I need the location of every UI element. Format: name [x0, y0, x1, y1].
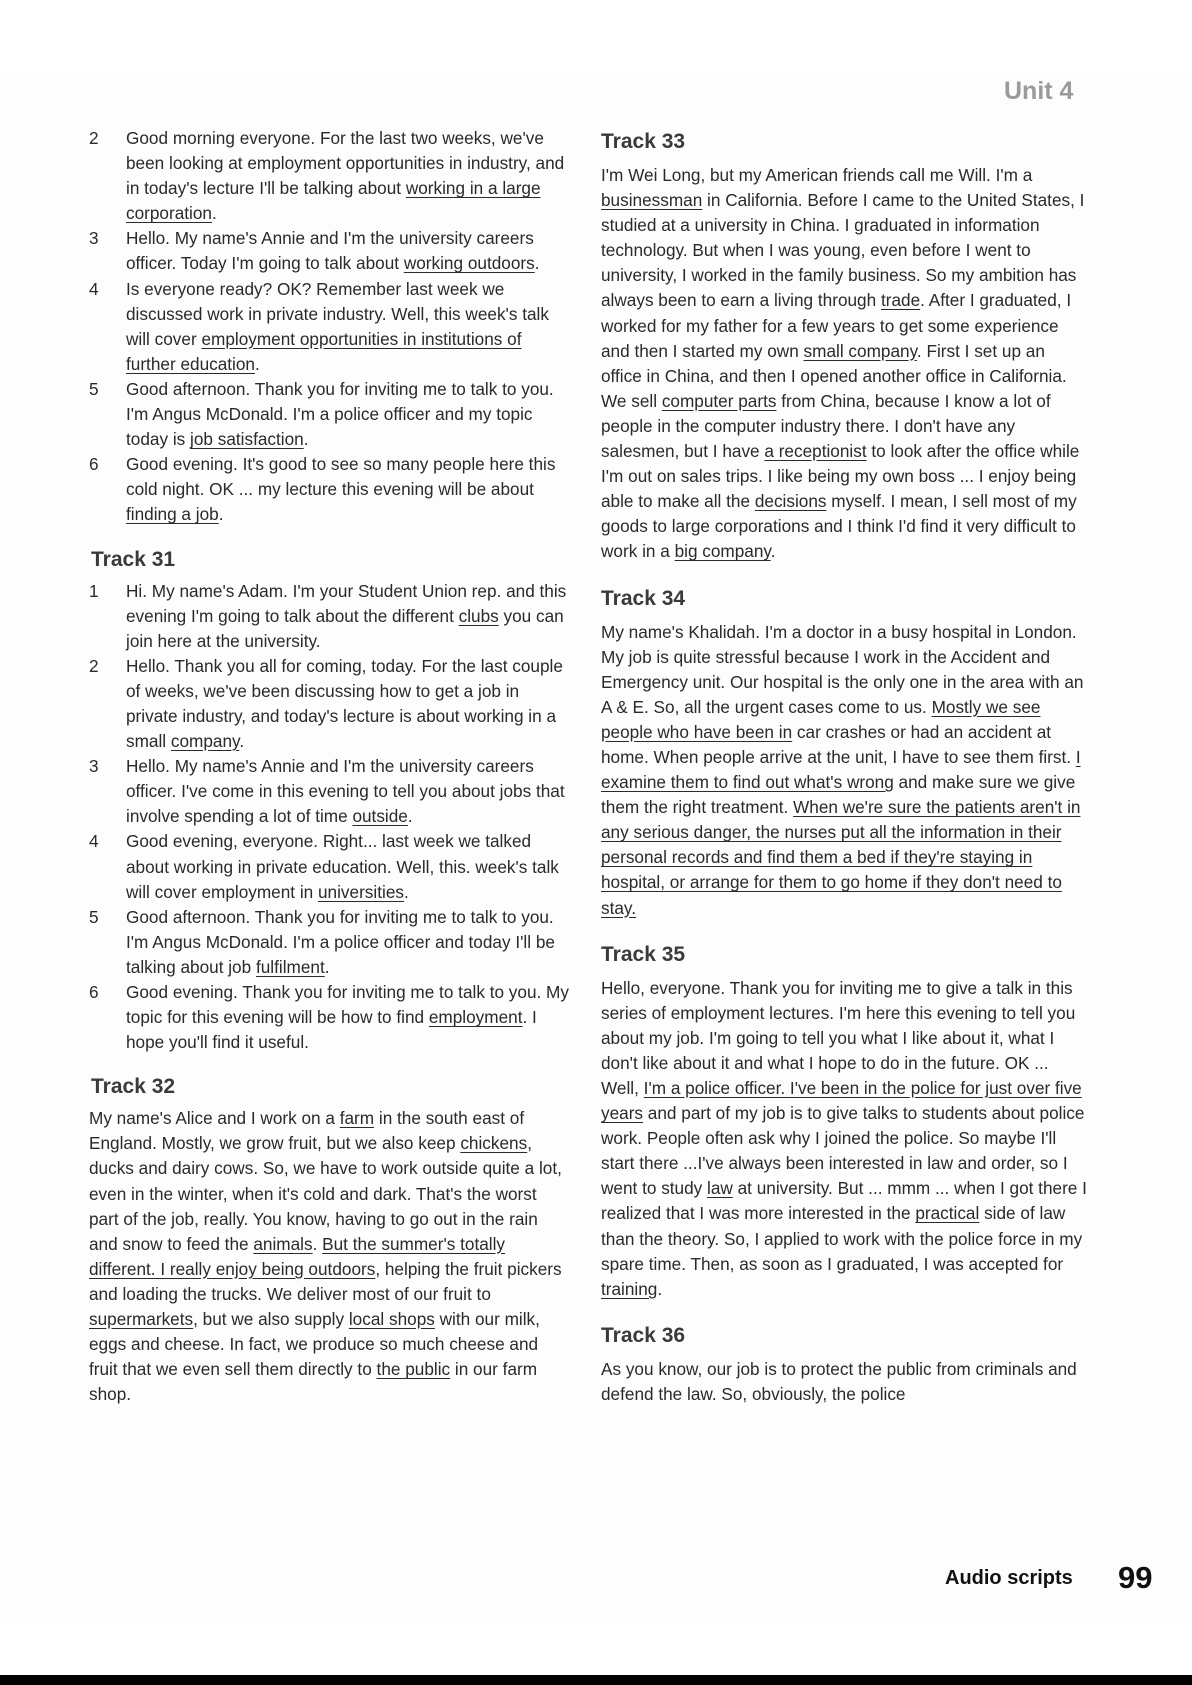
- track-34-section: [601, 585, 1089, 921]
- script-text: Good afternoon. Thank you for inviting me to talk to you. I'm Angus McDonald. I'm a police officer and today I'll be talking about job: [126, 906, 555, 977]
- script-text: Good afternoon. Thank you for inviting me to talk to you. I'm Angus McDonald. I'm a police officer and my topic today is: [126, 378, 554, 450]
- underlined-answer: But the summer's totally different. I really enjoy being outdoors: [89, 1233, 506, 1279]
- item-text: [126, 980, 571, 1055]
- script-text: Hi. My name's Adam. I'm your Student Union rep. and this evening I'm going to talk about the different: [126, 580, 567, 626]
- track-33-section: [601, 128, 1089, 565]
- script-text: . First I set up an office in China, and then I opened another office in California. We sell: [601, 340, 1067, 411]
- script-text: with our milk, eggs and cheese. In fact, we produce so much cheese and fruit that we even sell them directly to: [89, 1309, 540, 1380]
- track-31-list: [89, 579, 571, 1056]
- item-number: 5: [89, 378, 99, 399]
- underlined-answer: law: [707, 1178, 733, 1199]
- track-33-heading: Track 33: [601, 130, 686, 153]
- underlined-answer: chickens: [460, 1133, 528, 1154]
- script-text: . I hope you'll find it useful.: [126, 1007, 537, 1053]
- item-number: 1: [89, 580, 99, 601]
- underlined-answer: finding a job: [126, 504, 219, 525]
- script-text: myself. I mean, I sell most of my goods to large corporations and I think I'd find it very difficult to work in a: [601, 491, 1077, 562]
- item-number: 6: [89, 454, 99, 475]
- numbered-item: [89, 654, 571, 754]
- item-number: 4: [89, 278, 99, 299]
- track-35-section: [601, 941, 1089, 1302]
- track-35-script: [601, 976, 1089, 1302]
- script-text: .: [403, 881, 409, 902]
- underlined-answer: job satisfaction: [190, 429, 304, 450]
- script-text: to look after the office while I'm out on sales trips. I like being my own boss ... I enjoy being able to make all the: [601, 441, 1080, 512]
- item-number: 6: [89, 982, 99, 1002]
- item-text: [126, 579, 571, 654]
- underlined-answer: a receptionist: [764, 441, 867, 462]
- underlined-answer: supermarkets: [89, 1309, 194, 1330]
- item-text: [126, 654, 571, 754]
- item-text: [126, 829, 571, 904]
- script-text: Hello. Thank you all for coming, today. For the last couple of weeks, we've been discussing how to get a job in private industry, and today's lecture is about working in a small: [126, 655, 563, 752]
- underlined-answer: decisions: [754, 491, 827, 512]
- numbered-item: [89, 579, 571, 654]
- underlined-answer: small company: [803, 340, 917, 361]
- script-text: Good evening, everyone. Right... last week we talked about working in private education. Well, this. week's talk will cover employment in: [126, 831, 559, 902]
- track-32-script: [89, 1106, 571, 1407]
- script-text: .: [303, 429, 309, 450]
- script-text: and make sure we give them the right treatment.: [601, 772, 1076, 818]
- script-text: at university. But ... mmm ... when I got there I realized that I was more interested in the: [601, 1178, 1087, 1224]
- underlined-answer: the public: [376, 1359, 451, 1380]
- track-36-script: [601, 1357, 1089, 1407]
- script-text: Good evening. Thank you for inviting me to talk to you. My topic for this evening will be how to find: [126, 982, 569, 1028]
- underlined-answer: big company: [674, 541, 771, 562]
- script-text: Hello. My name's Annie and I'm the university careers officer. I've come in this evening to tell you about jobs that involve spending a lot of time: [126, 756, 565, 827]
- item-text: [126, 377, 571, 452]
- page-number: 99: [1118, 1560, 1153, 1595]
- underlined-answer: I examine them to find out what's wrong: [601, 746, 1081, 793]
- underlined-answer: working in a large corporation: [126, 178, 541, 224]
- script-text: car crashes or had an accident at home. When people arrive at the unit, I have to see them first.: [601, 721, 1076, 767]
- script-text: , but we also supply: [193, 1309, 349, 1330]
- underlined-answer: I'm a police officer. I've been in the police for just over five years: [601, 1078, 1082, 1124]
- script-text: .: [770, 541, 776, 562]
- track-34-script: [601, 620, 1089, 921]
- numbered-item: [89, 754, 571, 829]
- track-32-heading: Track 32: [91, 1075, 176, 1099]
- numbered-item: [89, 126, 571, 226]
- numbered-item: [89, 452, 571, 527]
- script-text: side of law than the theory. So, I applied to work with the police force in my spare time. Then, as soon as I graduated, I was accepted for: [601, 1203, 1083, 1274]
- underlined-answer: employment opportunities in institutions of further education: [126, 328, 522, 374]
- underlined-answer: working outdoors: [403, 253, 535, 274]
- underlined-answer: trade: [880, 290, 921, 311]
- item-text: [126, 126, 571, 226]
- continued-list: [89, 126, 571, 528]
- script-text: .: [657, 1278, 663, 1299]
- script-text: .: [407, 806, 413, 827]
- script-text: .: [212, 203, 217, 224]
- script-text: As you know, our job is to protect the public from criminals and defend the law. So, obviously, the police: [601, 1358, 1077, 1404]
- script-text: you can join here at the university.: [126, 605, 564, 651]
- numbered-item: [89, 829, 571, 904]
- script-text: .: [239, 731, 245, 752]
- underlined-answer: animals: [253, 1233, 313, 1254]
- track-36-section: [601, 1322, 1089, 1407]
- underlined-answer: training: [601, 1278, 658, 1299]
- script-text: .: [218, 504, 224, 525]
- script-text: I'm Wei Long, but my American friends call me Will. I'm a: [601, 165, 1033, 185]
- script-text: Is everyone ready? OK? Remember last week we discussed work in private industry. Well, this week's talk will cover: [126, 278, 549, 349]
- underlined-answer: local shops: [348, 1309, 435, 1330]
- numbered-item: [89, 277, 571, 377]
- script-text: Good evening. It's good to see so many people here this cold night. OK ... my lecture this evening will be about: [126, 454, 556, 500]
- script-text: and part of my job is to give talks to students about police work. People often ask why I joined the police. So maybe I'll start there ...I've always been interested in law and order, so I went to study: [601, 1103, 1085, 1199]
- track-33-script: [601, 163, 1089, 565]
- item-text: [126, 452, 571, 527]
- script-text: Hello, everyone. Thank you for inviting me to give a talk in this series of employment lectures. I'm here this evening to tell you about my job. I'm going to tell you what I like about it, what I don't like about it and what I hope to do in the future. OK ... Well,: [601, 977, 1076, 1098]
- underlined-answer: practical: [915, 1203, 980, 1224]
- item-number: 5: [89, 906, 99, 927]
- underlined-answer: computer parts: [661, 390, 777, 411]
- item-number: 4: [89, 831, 99, 852]
- script-text: , helping the fruit pickers and loading the trucks. We deliver most of our fruit to: [89, 1258, 562, 1304]
- script-text: Good morning everyone. For the last two weeks, we've been looking at employment opportunities in industry, and in today's lecture I'll be talking about: [126, 128, 565, 199]
- script-text: in our farm shop.: [89, 1359, 538, 1405]
- underlined-answer: company: [170, 731, 240, 752]
- numbered-item: [89, 905, 571, 980]
- numbered-item: [89, 377, 571, 452]
- underlined-answer: employment: [428, 1007, 523, 1028]
- left-column: [89, 126, 571, 1407]
- script-text: .: [312, 1233, 323, 1254]
- scan-edge: [0, 1675, 1192, 1685]
- underlined-answer: Mostly we see people who have been in: [601, 696, 1041, 742]
- item-text: [126, 226, 571, 276]
- item-number: 2: [89, 655, 99, 676]
- script-text: .: [324, 956, 330, 977]
- script-text: in California. Before I came to the United States, I studied at a university in China. I graduated in information technology. But when I was young, even before I went to university, I worked in the family business. So my ambition has always been to earn a living through: [601, 190, 1085, 311]
- track-35-heading: Track 35: [601, 942, 686, 966]
- script-text: . After I graduated, I worked for my father for a few years to get some experience and then I started my own: [601, 290, 1072, 361]
- track-34-heading: Track 34: [601, 586, 686, 610]
- unit-label: Unit 4: [1004, 77, 1074, 105]
- track-36-heading: Track 36: [601, 1323, 686, 1347]
- script-text: My name's Khalidah. I'm a doctor in a busy hospital in London. My job is quite stressful because I work in the Accident and Emergency unit. Our hospital is the only one in the area with an A & E. So, all the urgent cases come to us.: [601, 621, 1084, 717]
- underlined-answer: outside: [352, 806, 408, 827]
- item-number: 3: [89, 228, 99, 249]
- numbered-item: [89, 980, 571, 1055]
- item-text: [126, 754, 571, 829]
- underlined-answer: When we're sure the patients aren't in any serious danger, the nurses put all the information in their personal records and find them a bed if they're staying in hospital, or arrange for them to go home if they don't need to stay.: [601, 797, 1081, 918]
- underlined-answer: businessman: [601, 190, 703, 211]
- underlined-answer: universities: [318, 881, 404, 902]
- underlined-answer: fulfilment: [255, 956, 325, 977]
- script-text: in the south east of England. Mostly, we grow fruit, but we also keep: [89, 1108, 525, 1154]
- script-text: , ducks and dairy cows. So, we have to work outside quite a lot, even in the winter, when it's cold and dark. That's the worst part of the job, really. You know, having to go out in the rain and snow to feed the: [89, 1133, 562, 1254]
- item-text: [126, 905, 571, 980]
- script-text: My name's Alice and I work on a: [89, 1108, 340, 1129]
- item-number: 2: [89, 128, 99, 148]
- item-text: [126, 277, 571, 377]
- script-text: .: [255, 353, 260, 374]
- right-column: [601, 128, 1089, 1407]
- script-text: Hello. My name's Annie and I'm the university careers officer. Today I'm going to talk about: [126, 228, 534, 274]
- script-text: from China, because I know a lot of people in the computer industry there. I don't have any salesmen, but I have: [601, 390, 1051, 462]
- script-text: .: [534, 253, 540, 274]
- underlined-answer: farm: [339, 1108, 375, 1129]
- underlined-answer: clubs: [458, 605, 499, 626]
- track-31-heading: Track 31: [91, 547, 176, 571]
- footer-section-label: Audio scripts: [945, 1567, 1073, 1589]
- numbered-item: [89, 226, 571, 276]
- item-number: 3: [89, 756, 99, 777]
